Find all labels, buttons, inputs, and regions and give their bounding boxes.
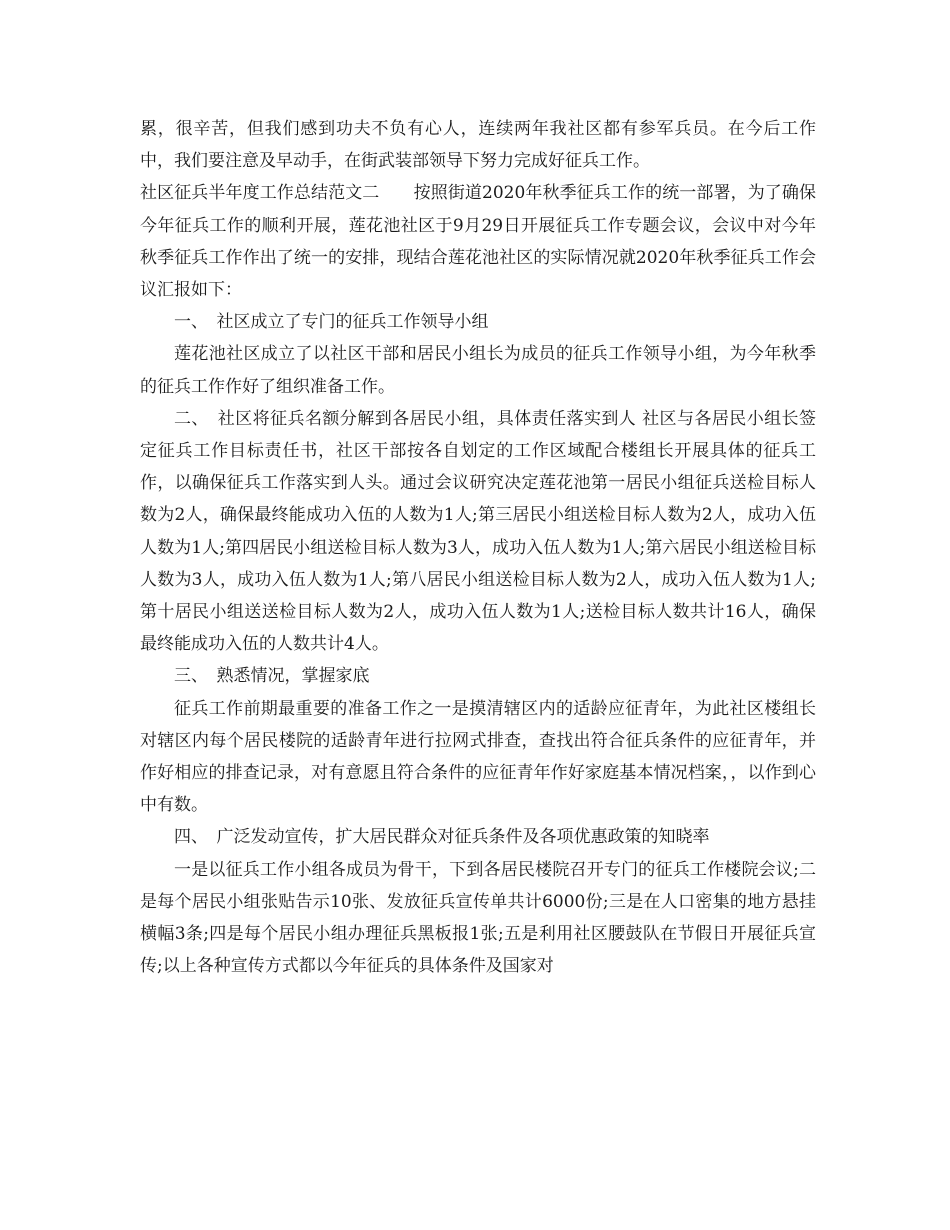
section-heading: 三、 熟悉情况，掌握家底 (174, 666, 370, 687)
section-heading: 四、 广泛发动宣传，扩大居民群众对征兵条件及各项优惠政策的知晓率 (174, 827, 710, 848)
body-paragraph: 二、 社区将征兵名额分解到各居民小组，具体责任落实到人 社区与各居民小组长签定征兵工作目标责任书，社区干部按各自划定的工作区域配合楼组长开展具体的征兵工作，以确保征兵工作落实到人头。通过会议研究决定莲花池第一居民小组征兵送检目标人数为2人，确保最终能成功入伍的人数为1人;第三居民小组送检目标人数为2人，成功入伍人数为1人;第四居民小组送检目标人数为3人，成功入伍人数为1人;第六居民小组送检目标人数为3人，成功入伍人数为1人;第八居民小组送检目标人数为2人，成功入伍人数为1人;第十居民小组送送检目标人数为2人，成功入伍人数为1人;送检目标人数共计16人，确保最终能成功入伍的人数共计4人。 (140, 408, 816, 655)
body-paragraph: 莲花池社区成立了以社区干部和居民小组长为成员的征兵工作领导小组，为今年秋季的征兵工作作好了组织准备工作。 (140, 344, 816, 397)
section-heading: 一、 社区成立了专门的征兵工作领导小组 (174, 312, 489, 333)
document-body (140, 113, 816, 982)
body-paragraph: 累，很辛苦，但我们感到功夫不负有心人，连续两年我社区都有参军兵员。在今后工作中，我们要注意及早动手，在街武装部领导下努力完成好征兵工作。 (140, 119, 816, 172)
body-paragraph: 社区征兵半年度工作总结范文二 按照街道2020年秋季征兵工作的统一部署，为了确保今年征兵工作的顺利开展，莲花池社区于9月29日开展征兵工作专题会议，会议中对今年秋季征兵工作作出了统一的安排，现结合莲花池社区的实际情况就2020年秋季征兵工作会议汇报如下： (140, 183, 816, 301)
body-paragraph: 一是以征兵工作小组各成员为骨干，下到各居民楼院召开专门的征兵工作楼院会议;二是每个居民小组张贴告示10张、发放征兵宣传单共计6000份;三是在人口密集的地方悬挂横幅3条;四是每个居民小组办理征兵黑板报1张;五是利用社区腰鼓队在节假日开展征兵宣传;以上各种宣传方式都以今年征兵的具体条件及国家对 (140, 859, 816, 977)
body-paragraph: 征兵工作前期最重要的准备工作之一是摸清辖区内的适龄应征青年，为此社区楼组长对辖区内每个居民楼院的适龄青年进行拉网式排查，查找出符合征兵条件的应征青年，并作好相应的排查记录，对有意愿且符合条件的应征青年作好家庭基本情况档案，，以作到心中有数。 (140, 698, 816, 816)
